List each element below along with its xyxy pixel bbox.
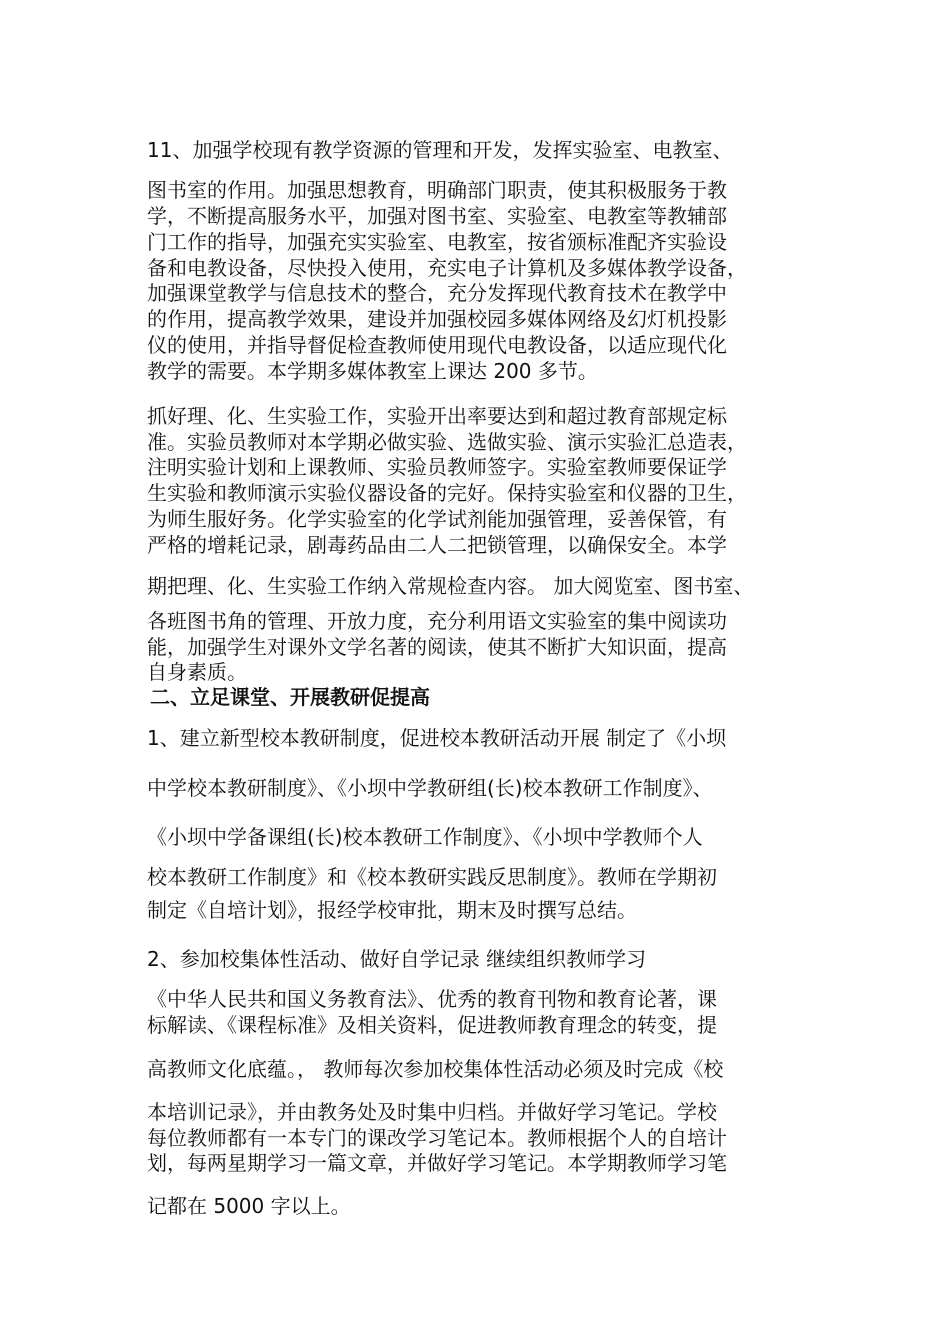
text-line: 标解读、《课程标准》及相关资料，促进教师教育理念的转变，提 <box>147 1013 717 1037</box>
text-line: 1、建立新型校本教研制度，促进校本教研活动开展 制定了《小坝 <box>147 726 727 750</box>
text-line: 各班图书角的管理、开放力度，充分利用语文实验室的集中阅读功 <box>147 609 727 633</box>
text-line: 加强课堂教学与信息技术的整合，充分发挥现代教育技术在教学中 <box>147 281 727 305</box>
text-line: 门工作的指导，加强充实实验室、电教室，按省颁标准配齐实验设 <box>147 230 727 254</box>
text-line: 为师生服好务。化学实验室的化学试剂能加强管理，妥善保管，有 <box>147 507 727 531</box>
section-heading: 二、立足课堂、开展教研促提高 <box>150 685 430 709</box>
text-line: 2、参加校集体性活动、做好自学记录 继续组织教师学习 <box>147 947 647 971</box>
text-line: 备和电教设备，尽快投入使用，充实电子计算机及多媒体教学设备， <box>147 256 747 280</box>
text-line: 中学校本教研制度》、《小坝中学教研组(长)校本教研工作制度》、 <box>147 776 713 800</box>
text-line: 严格的增耗记录，剧毒药品由二人二把锁管理，以确保安全。本学 <box>147 533 727 557</box>
text-line: 仪的使用，并指导督促检查教师使用现代电教设备，以适应现代化 <box>147 333 727 357</box>
text-line: 生实验和教师演示实验仪器设备的完好。保持实验室和仪器的卫生， <box>147 481 747 505</box>
text-line: 《中华人民共和国义务教育法》、优秀的教育刊物和教育论著，课 <box>147 987 717 1011</box>
text-line: 记都在 5000 字以上。 <box>147 1194 351 1218</box>
text-line: 学，不断提高服务水平，加强对图书室、实验室、电教室等教辅部 <box>147 204 727 228</box>
text-line: 制定《自培计划》，报经学校审批，期末及时撰写总结。 <box>147 898 637 922</box>
text-line: 划，每两星期学习一篇文章，并做好学习笔记。本学期教师学习笔 <box>147 1151 727 1175</box>
text-line: 能，加强学生对课外文学名著的阅读，使其不断扩大知识面，提高 <box>147 635 727 659</box>
text-line: 高教师文化底蕴。， 教师每次参加校集体性活动必须及时完成《校 <box>147 1057 724 1081</box>
text-line: 准。实验员教师对本学期必做实验、选做实验、演示实验汇总造表， <box>147 430 747 454</box>
text-line: 注明实验计划和上课教师、实验员教师签字。实验室教师要保证学 <box>147 455 727 479</box>
text-line: 校本教研工作制度》和《校本教研实践反思制度》。教师在学期初 <box>147 865 717 889</box>
text-line: 图书室的作用。加强思想教育，明确部门职责，使其积极服务于教 <box>147 178 727 202</box>
text-line: 的作用，提高教学效果，建设并加强校园多媒体网络及幻灯机投影 <box>147 307 727 331</box>
text-line: 抓好理、化、生实验工作，实验开出率要达到和超过教育部规定标 <box>147 404 727 428</box>
text-line: 每位教师都有一本专门的课改学习笔记本。教师根据个人的自培计 <box>147 1126 727 1150</box>
text-line: 《小坝中学备课组(长)校本教研工作制度》、《小坝中学教师个人 <box>147 825 703 849</box>
text-line: 11、加强学校现有教学资源的管理和开发，发挥实验室、电教室、 <box>147 138 733 162</box>
text-line: 期把理、化、生实验工作纳入常规检查内容。 加大阅览室、图书室、 <box>147 574 754 598</box>
text-line: 自身素质。 <box>147 660 247 684</box>
text-line: 本培训记录》，并由教务处及时集中归档。并做好学习笔记。学校 <box>147 1100 717 1124</box>
text-line: 教学的需要。本学期多媒体教室上课达 200 多节。 <box>147 359 598 383</box>
